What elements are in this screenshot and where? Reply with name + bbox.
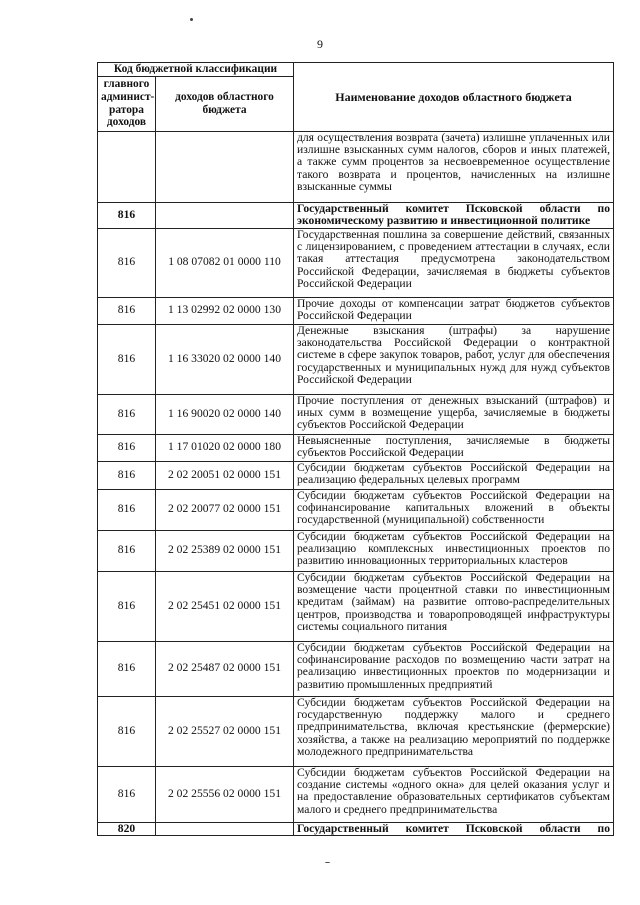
table-row bbox=[98, 297, 614, 324]
organization-name: Государственный комитет Псковской области по bbox=[294, 822, 614, 835]
admin-code: 816 bbox=[98, 696, 156, 766]
header-income: доходов областного бюджета bbox=[156, 76, 294, 131]
admin-code: 816 bbox=[98, 394, 156, 434]
income-code bbox=[156, 822, 294, 835]
admin-code bbox=[98, 131, 156, 202]
budget-classification-table bbox=[97, 62, 614, 836]
header-admin: главного админист-ратора доходов bbox=[98, 76, 156, 131]
table-row bbox=[98, 530, 614, 571]
table-row bbox=[98, 766, 614, 822]
admin-code: 816 bbox=[98, 530, 156, 571]
table-row bbox=[98, 489, 614, 530]
table-row-organization bbox=[98, 822, 614, 835]
admin-code: 816 bbox=[98, 202, 156, 228]
table-row bbox=[98, 571, 614, 641]
admin-code: 816 bbox=[98, 434, 156, 461]
income-code: 1 16 33020 02 0000 140 bbox=[156, 324, 294, 394]
admin-code: 816 bbox=[98, 228, 156, 297]
income-name: Субсидии бюджетам субъектов Российской Федерации на реализацию комплексных инвестиционных проектов по развитию инновационных территориальных кластеров bbox=[294, 530, 614, 571]
income-code: 2 02 25487 02 0000 151 bbox=[156, 641, 294, 696]
income-code: 1 16 90020 02 0000 140 bbox=[156, 394, 294, 434]
income-name: Денежные взыскания (штрафы) за нарушение законодательства Российской Федерации о контрактной системе в сфере закупок товаров, работ, услуг для обеспечения государственных и муниципальных нужд для нужд субъектов Российской Федерации bbox=[294, 324, 614, 394]
header-name: Наименование доходов областного бюджета bbox=[294, 63, 614, 132]
income-code bbox=[156, 131, 294, 202]
income-name: Субсидии бюджетам субъектов Российской Федерации на создание системы «одного окна» для целей оказания услуг и на предоставление образовательных сертификатов субъектам малого и среднего предпринимательства bbox=[294, 766, 614, 822]
income-code: 1 13 02992 02 0000 130 bbox=[156, 297, 294, 324]
income-code: 1 08 07082 01 0000 110 bbox=[156, 228, 294, 297]
income-name: для осуществления возврата (зачета) излишне уплаченных или излишне взысканных сумм налогов, сборов и иных платежей, а также сумм процентов за несвоевременное осуществление такого возврата и процентов, начисленных на излишне взысканные суммы bbox=[294, 131, 614, 202]
income-name: Субсидии бюджетам субъектов Российской Федерации на государственную поддержку малого и среднего предпринимательства, включая крестьянские (фермерские) хозяйства, а также на реализацию мероприятий по поддержке молодежного предпринимательства bbox=[294, 696, 614, 766]
admin-code: 816 bbox=[98, 766, 156, 822]
table-row bbox=[98, 434, 614, 461]
scan-speck bbox=[190, 18, 193, 21]
income-name: Государственная пошлина за совершение действий, связанных с лицензированием, с проведением аттестации в случаях, если такая аттестация предусмотрена законодательством Российской Федерации, зачисляемая в бюджеты субъектов Российской Федерации bbox=[294, 228, 614, 297]
table-row bbox=[98, 394, 614, 434]
income-name: Субсидии бюджетам субъектов Российской Федерации на возмещение части процентной ставки по инвестиционным кредитам (займам) на развитие оптово-распределительных центров, производства и товаропроводящей инфраструктуры системы социального питания bbox=[294, 571, 614, 641]
scan-speck bbox=[325, 862, 330, 863]
income-code: 2 02 25556 02 0000 151 bbox=[156, 766, 294, 822]
income-code: 1 17 01020 02 0000 180 bbox=[156, 434, 294, 461]
table-row bbox=[98, 324, 614, 394]
admin-code: 816 bbox=[98, 461, 156, 489]
income-code: 2 02 25527 02 0000 151 bbox=[156, 696, 294, 766]
table-row bbox=[98, 641, 614, 696]
admin-code: 816 bbox=[98, 324, 156, 394]
admin-code: 816 bbox=[98, 571, 156, 641]
income-code: 2 02 25451 02 0000 151 bbox=[156, 571, 294, 641]
table-row bbox=[98, 228, 614, 297]
header-code-group: Код бюджетной классификации bbox=[98, 63, 294, 77]
table-row-organization bbox=[98, 202, 614, 228]
page-number: 9 bbox=[317, 37, 323, 51]
table-row bbox=[98, 131, 614, 202]
income-name: Субсидии бюджетам субъектов Российской Федерации на софинансирование расходов по возмещению части затрат на реализацию инвестиционных проектов по модернизации и развитию промышленных предприятий bbox=[294, 641, 614, 696]
admin-code: 816 bbox=[98, 641, 156, 696]
income-name: Субсидии бюджетам субъектов Российской Федерации на реализацию федеральных целевых программ bbox=[294, 461, 614, 489]
admin-code: 820 bbox=[98, 822, 156, 835]
income-code: 2 02 25389 02 0000 151 bbox=[156, 530, 294, 571]
table-row bbox=[98, 696, 614, 766]
income-name: Прочие поступления от денежных взысканий (штрафов) и иных сумм в возмещение ущерба, зачисляемые в бюджеты субъектов Российской Федерации bbox=[294, 394, 614, 434]
income-code: 2 02 20077 02 0000 151 bbox=[156, 489, 294, 530]
organization-name: Государственный комитет Псковской области по экономическому развитию и инвестиционной политике bbox=[294, 202, 614, 228]
income-name: Невыясненные поступления, зачисляемые в бюджеты субъектов Российской Федерации bbox=[294, 434, 614, 461]
income-name: Прочие доходы от компенсации затрат бюджетов субъектов Российской Федерации bbox=[294, 297, 614, 324]
admin-code: 816 bbox=[98, 297, 156, 324]
table-body bbox=[98, 131, 614, 835]
table-row bbox=[98, 461, 614, 489]
admin-code: 816 bbox=[98, 489, 156, 530]
income-code: 2 02 20051 02 0000 151 bbox=[156, 461, 294, 489]
income-name: Субсидии бюджетам субъектов Российской Федерации на софинансирование капитальных вложений в объекты государственной (муниципальной) собственности bbox=[294, 489, 614, 530]
income-code bbox=[156, 202, 294, 228]
